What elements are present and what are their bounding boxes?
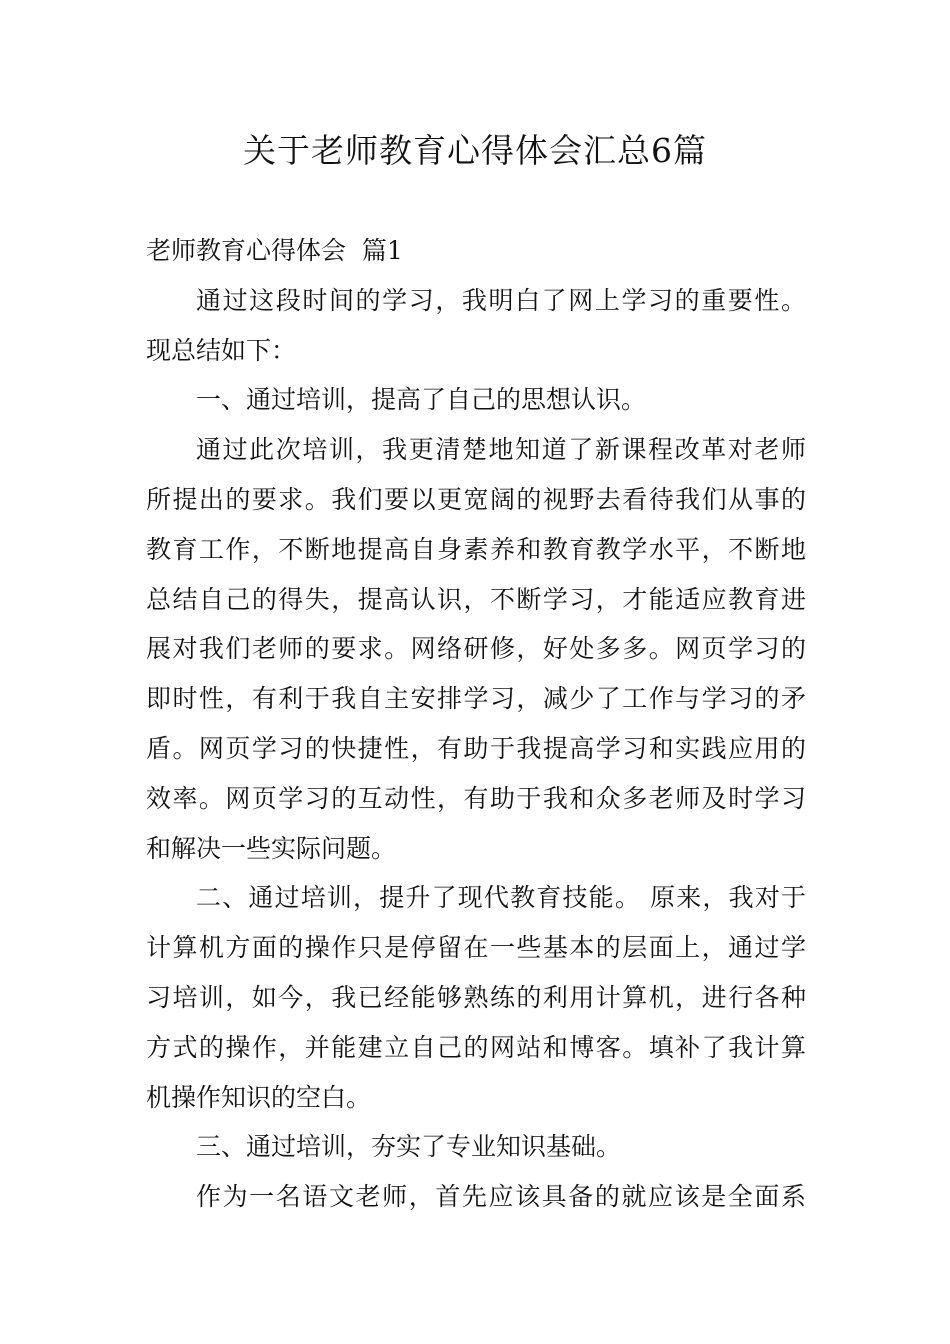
subheading-line: 三、通过培训，夯实了专业知识基础。 (196, 1132, 622, 1162)
paragraph-line: 效率。网页学习的互动性，有助于我和众多老师及时学习 (146, 783, 806, 813)
paragraph-line: 所提出的要求。我们要以更宽阔的视野去看待我们从事的 (146, 484, 806, 514)
paragraph-line: 教育工作，不断地提高自身素养和教育教学水平，不断地 (146, 534, 806, 564)
paragraph-line: 二、通过培训，提升了现代教育技能。 原来，我对于 (196, 883, 806, 913)
paragraph-line: 总结自己的得失，提高认识，不断学习，才能适应教育进 (146, 584, 806, 614)
paragraph-line: 计算机方面的操作只是停留在一些基本的层面上，通过学 (146, 933, 806, 963)
paragraph-line: 和解决一些实际问题。 (146, 833, 397, 863)
paragraph-line: 作为一名语文老师，首先应该具备的就应该是全面系 (196, 1182, 806, 1212)
paragraph-line: 方式的操作，并能建立自己的网站和博客。填补了我计算 (146, 1032, 806, 1062)
paragraph-line: 习培训，如今，我已经能够熟练的利用计算机，进行各种 (146, 982, 806, 1012)
paragraph-line: 机操作知识的空白。 (146, 1082, 372, 1112)
paragraph-line: 盾。网页学习的快捷性，有助于我提高学习和实践应用的 (146, 733, 806, 763)
subheading-line: 一、通过培训，提高了自己的思想认识。 (196, 385, 647, 415)
paragraph-line: 通过这段时间的学习，我明白了网上学习的重要性。 (196, 285, 806, 315)
paragraph-line: 即时性，有利于我自主安排学习，减少了工作与学习的矛 (146, 684, 806, 714)
document-title: 关于老师教育心得体会汇总6篇 (243, 131, 707, 170)
document-body (146, 226, 806, 1222)
section-heading: 老师教育心得体会 篇1 (146, 236, 403, 265)
paragraph-line: 展对我们老师的要求。网络研修，好处多多。网页学习的 (146, 634, 806, 664)
paragraph-line: 通过此次培训，我更清楚地知道了新课程改革对老师 (196, 435, 806, 465)
paragraph-line: 现总结如下： (146, 335, 297, 365)
